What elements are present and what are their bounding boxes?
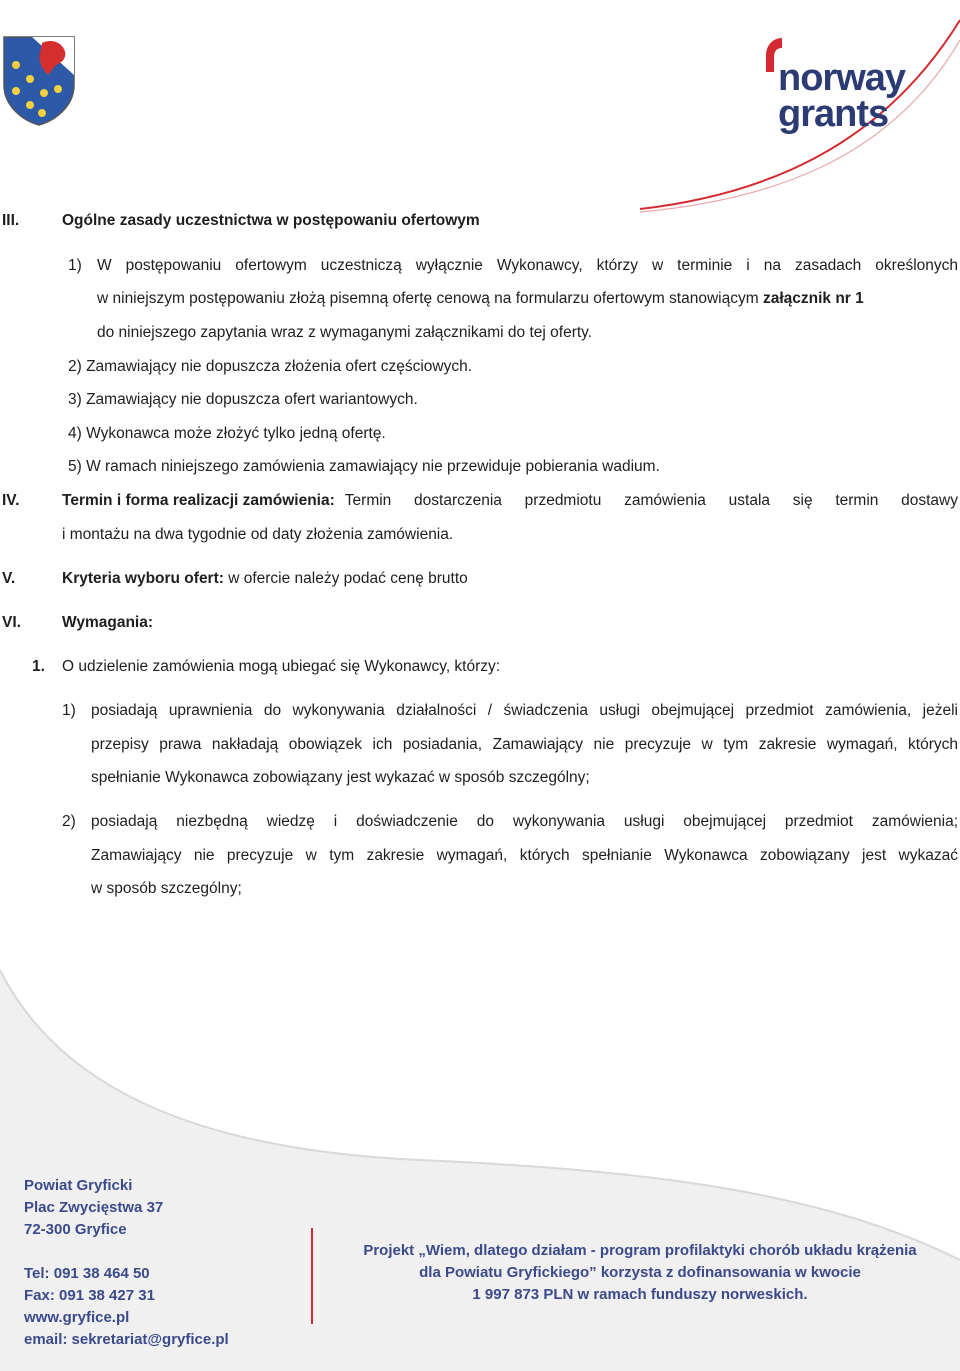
condition-2-line-3: w sposób szczególny; [91,880,242,897]
condition-1-line-1: posiadają uprawnienia do wykonywania działalności / świadczenia usługi obejmującej przedmiot zamówienia, jeżeli [91,702,958,719]
section-vi-title: Wymagania: [62,614,154,631]
condition-1-line-2: przepisy prawa nakładają obowiązek ich posiadania, Zamawiający nie precyzuje w tym zakresie wymagań, których [91,736,958,753]
footer-project-line-1: Projekt „Wiem, dlatego działam - program profilaktyki chorób układu krążenia [363,1242,917,1259]
section-v-text: w ofercie należy podać cenę brutto [223,570,468,587]
condition-2-line-1: posiadają niezbędną wiedzę i doświadczenie do wykonywania usługi obejmującej przedmiot zamówienia; [91,813,958,830]
footer-spacer [24,1241,229,1263]
condition-2-line-2: Zamawiający nie precyzuje w tym zakresie wymagań, których spełnianie Wykonawca zobowiązany jest wykazać [91,847,958,864]
footer-divider [311,1228,313,1324]
item-1-line-2 [97,289,958,309]
item-1-line-3: do niniejszego zapytania wraz z wymaganymi załącznikami do tej oferty. [97,324,593,341]
footer-tel: Tel: 091 38 464 50 [24,1265,150,1282]
section-v-title: Kryteria wyboru ofert: [62,570,224,587]
logo-text-norway: norway [778,57,906,99]
footer-city: 72-300 Gryfice [24,1221,127,1238]
footer-project-info [330,1240,950,1306]
condition-2-number: 2) [62,813,76,830]
footer-web-link[interactable]: www.gryfice.pl [24,1309,130,1326]
item-1-line-2-text: w niniejszym postępowaniu złożą pisemną ofertę cenową na formularzu ofertowym stanowiącym [97,290,763,307]
attachment-reference: załącznik nr 1 [762,290,864,307]
item-4: 4) Wykonawca może złożyć tylko jedną ofertę. [68,425,386,442]
section-iv-text-2: i montażu na dwa tygodnie od daty złożenia zamówienia. [62,526,454,543]
footer-project-line-3: 1 997 873 PLN w ramach funduszy norweskich. [472,1286,808,1303]
section-iv-title: Termin i forma realizacji zamówienia: [62,492,335,509]
item-5: 5) W ramach niniejszego zamówienia zamawiający nie przewiduje pobierania wadium. [68,458,660,475]
requirement-1-number: 1. [32,658,45,675]
item-3: 3) Zamawiający nie dopuszcza ofert wariantowych. [68,391,418,408]
coat-of-arms-logo [2,35,76,127]
item-2: 2) Zamawiający nie dopuszcza złożenia ofert częściowych. [68,358,473,375]
footer-fax: Fax: 091 38 427 31 [24,1287,155,1304]
footer-email-link[interactable]: email: sekretariat@gryfice.pl [24,1331,229,1348]
logo-text-grants: grants [778,93,889,135]
section-iv-number: IV. [2,492,20,509]
section-iv-text-1: Termin dostarczenia przedmiotu zamówienia ustala się termin dostawy [344,492,958,509]
section-v-number: V. [2,570,16,587]
section-v-line [62,569,468,589]
item-1-number: 1) [68,257,82,274]
section-iii-number: III. [2,212,20,229]
condition-1-line-3: spełnianie Wykonawca zobowiązany jest wykazać w sposób szczególny; [91,769,590,786]
section-vi-number: VI. [2,614,21,631]
footer-org: Powiat Gryficki [24,1177,133,1194]
condition-1-number: 1) [62,702,76,719]
footer-street: Plac Zwycięstwa 37 [24,1199,164,1216]
item-1-line-1: W postępowaniu ofertowym uczestniczą wyłącznie Wykonawcy, którzy w terminie i na zasadach określonych [97,257,958,274]
requirement-1-text: O udzielenie zamówienia mogą ubiegać się Wykonawcy, którzy: [62,658,501,675]
section-iv-line-1 [62,491,958,511]
footer-address [24,1175,229,1351]
footer-project-line-2: dla Powiatu Gryfickiego” korzysta z dofinansowania w kwocie [419,1264,861,1281]
section-iii-title: Ogólne zasady uczestnictwa w postępowaniu ofertowym [62,212,480,229]
